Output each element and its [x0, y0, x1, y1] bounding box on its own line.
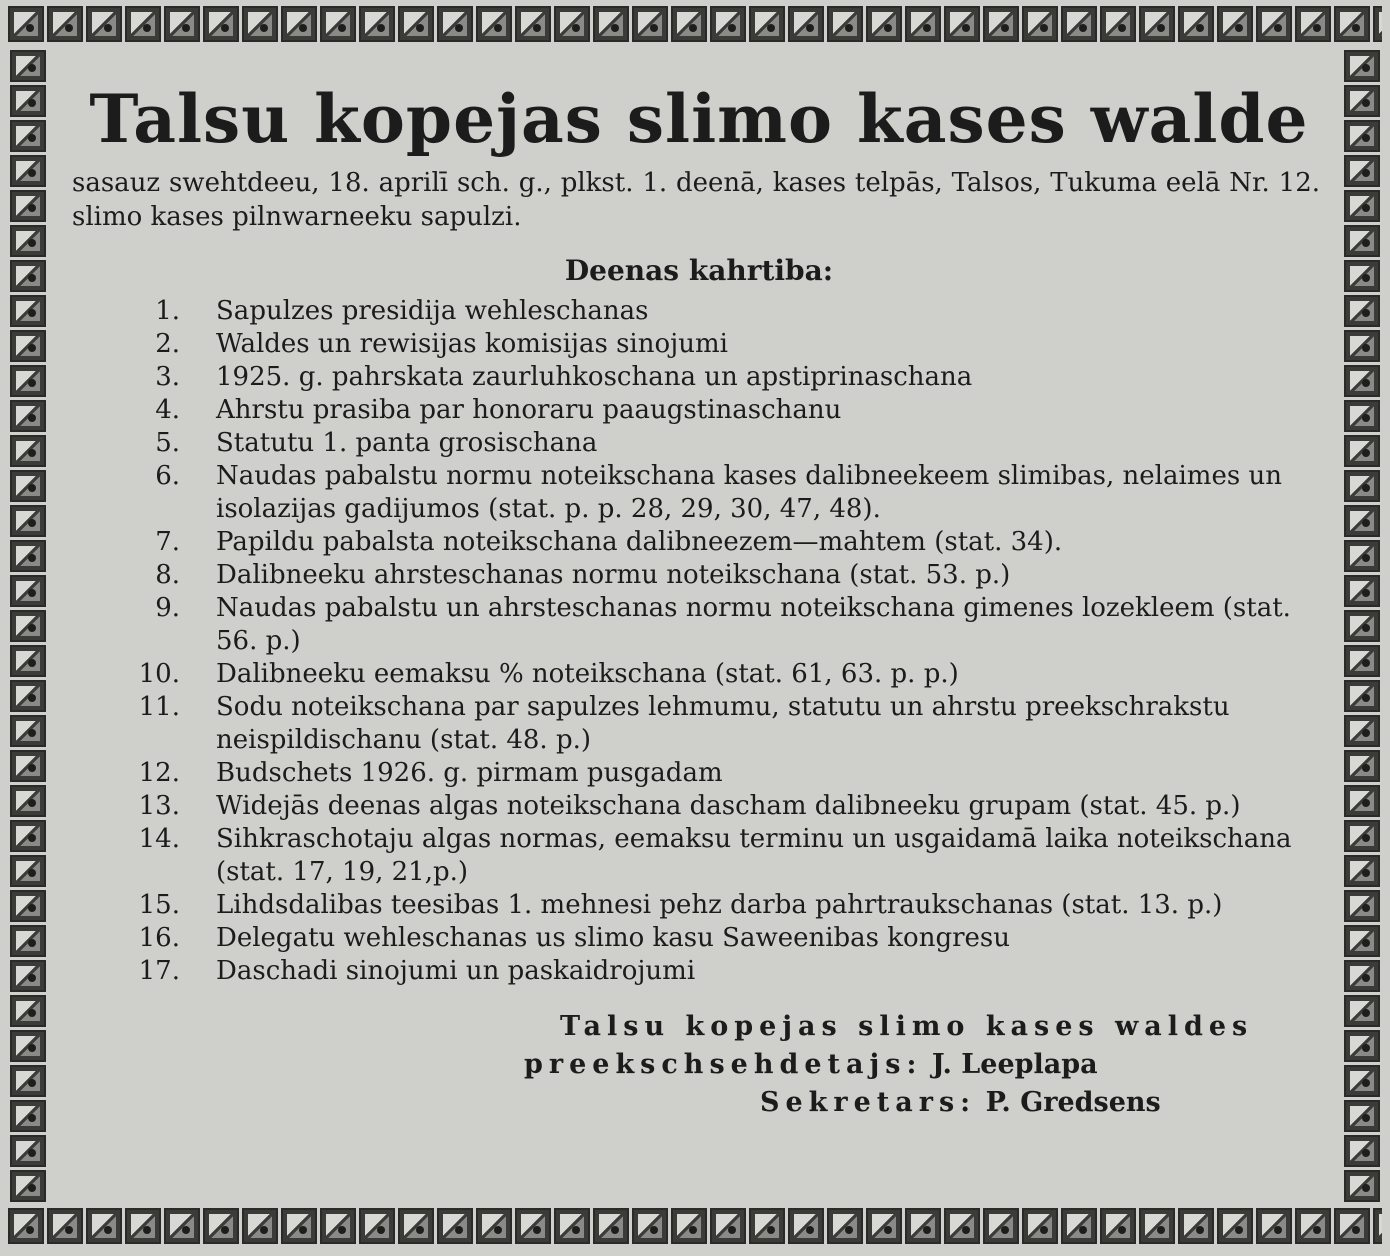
ornament-tile — [164, 6, 200, 42]
ornament-tile — [437, 6, 473, 42]
ornament-tile — [1344, 925, 1380, 957]
ornament-tile — [10, 1135, 46, 1167]
agenda-item-text: Statutu 1. panta grosischana — [216, 427, 598, 458]
agenda-item — [70, 361, 1328, 394]
agenda-item-number: 9. — [155, 592, 180, 623]
agenda-item-text: Widejās deenas algas noteikschana dascham dalibneeku grupam (stat. 45. p.) — [216, 790, 1241, 821]
agenda-item — [70, 526, 1328, 559]
ornament-tile — [10, 50, 46, 82]
ornament-tile — [10, 925, 46, 957]
agenda-item — [70, 691, 1328, 757]
decorative-border-left — [10, 50, 46, 1204]
ornament-tile — [10, 365, 46, 397]
ornament-tile — [437, 1208, 473, 1244]
ornament-tile — [1344, 1135, 1380, 1167]
ornament-tile — [1295, 6, 1331, 42]
ornament-tile — [242, 6, 278, 42]
ornament-tile — [710, 6, 746, 42]
ornament-tile — [10, 435, 46, 467]
ornament-tile — [320, 1208, 356, 1244]
ornament-tile — [10, 225, 46, 257]
agenda-item-text: Waldes un rewisijas komisijas sinojumi — [216, 328, 728, 359]
agenda-item — [70, 790, 1328, 823]
ornament-tile — [8, 6, 44, 42]
agenda-item-text: Dalibneeku ahrsteschanas normu noteikschana (stat. 53. p.) — [216, 559, 1011, 590]
ornament-tile — [1344, 120, 1380, 152]
ornament-tile — [788, 6, 824, 42]
ornament-tile — [398, 6, 434, 42]
ornament-tile — [1256, 1208, 1292, 1244]
agenda-item-number: 16. — [138, 922, 180, 953]
agenda-item-number: 3. — [155, 361, 180, 392]
agenda-item — [70, 592, 1328, 658]
agenda-item-text: Naudas pabalstu normu noteikschana kases dalibneekeem slimibas, nelaimes un isolazijas gadijumos (stat. p. p. 28, 29, 30, 47, 48). — [216, 460, 1282, 524]
ornament-tile — [47, 6, 83, 42]
ornament-tile — [10, 505, 46, 537]
ornament-tile — [8, 1208, 44, 1244]
ornament-tile — [1178, 6, 1214, 42]
ornament-tile — [1344, 155, 1380, 187]
ornament-tile — [788, 1208, 824, 1244]
ornament-tile — [359, 6, 395, 42]
agenda-item-text: 1925. g. pahrskata zaurluhkoschana un apstiprinaschana — [216, 361, 973, 392]
ornament-tile — [10, 330, 46, 362]
ornament-tile — [983, 6, 1019, 42]
ornament-tile — [476, 6, 512, 42]
ornament-tile — [281, 1208, 317, 1244]
agenda-item — [70, 757, 1328, 790]
ornament-tile — [1344, 435, 1380, 467]
agenda-item-text: Delegatu wehleschanas us slimo kasu Saweenibas kongresu — [216, 922, 1010, 953]
ornament-tile — [1344, 85, 1380, 117]
agenda-item-number: 6. — [155, 460, 180, 491]
agenda-item-number: 10. — [138, 658, 180, 689]
ornament-tile — [1344, 1170, 1380, 1202]
ornament-tile — [10, 190, 46, 222]
ornament-tile — [1344, 470, 1380, 502]
ornament-tile — [1344, 995, 1380, 1027]
ornament-tile — [10, 680, 46, 712]
notice-intro: sasauz swehtdeeu, 18. aprilī sch. g., plkst. 1. deenā, kases telpās, Talsos, Tukuma eelā Nr. 12. slimo kases pilnwarneeku sapulzi. — [72, 167, 1320, 232]
chair-name: J. Leeplapa — [931, 1048, 1098, 1080]
ornament-tile — [47, 1208, 83, 1244]
ornament-tile — [10, 750, 46, 782]
ornament-tile — [593, 1208, 629, 1244]
ornament-tile — [281, 6, 317, 42]
agenda-item — [70, 559, 1328, 592]
ornament-tile — [1344, 960, 1380, 992]
ornament-tile — [1344, 715, 1380, 747]
ornament-tile — [1178, 1208, 1214, 1244]
ornament-tile — [359, 1208, 395, 1244]
ornament-tile — [10, 960, 46, 992]
agenda-item-text: Ahrstu prasiba par honoraru paaugstinaschanu — [216, 394, 842, 425]
ornament-tile — [827, 6, 863, 42]
agenda-item-number: 13. — [138, 790, 180, 821]
ornament-tile — [866, 1208, 902, 1244]
ornament-tile — [749, 6, 785, 42]
ornament-tile — [1100, 1208, 1136, 1244]
ornament-tile — [10, 575, 46, 607]
ornament-tile — [10, 400, 46, 432]
agenda-item-text: Sihkraschotaju algas normas, eemaksu terminu un usgaidamā laika noteikschana (stat. 17, 19, 21,p.) — [216, 823, 1292, 887]
ornament-tile — [710, 1208, 746, 1244]
ornament-tile — [1139, 6, 1175, 42]
ornament-tile — [1334, 1208, 1370, 1244]
ornament-tile — [10, 855, 46, 887]
agenda-item — [70, 295, 1328, 328]
ornament-tile — [905, 1208, 941, 1244]
agenda-item — [70, 922, 1328, 955]
ornament-tile — [10, 1100, 46, 1132]
ornament-tile — [1344, 820, 1380, 852]
ornament-tile — [1217, 6, 1253, 42]
ornament-tile — [86, 1208, 122, 1244]
ornament-tile — [866, 6, 902, 42]
agenda-item-number: 7. — [155, 526, 180, 557]
ornament-tile — [1344, 540, 1380, 572]
ornament-tile — [1344, 680, 1380, 712]
ornament-tile — [1344, 750, 1380, 782]
agenda-item-text: Dalibneeku eemaksu % noteikschana (stat. 61, 63. p. p.) — [216, 658, 959, 689]
ornament-tile — [10, 295, 46, 327]
decorative-border-right — [1344, 50, 1380, 1204]
ornament-tile — [944, 1208, 980, 1244]
ornament-tile — [1344, 785, 1380, 817]
agenda-item-number: 17. — [138, 955, 180, 986]
secretary-label: Sekretars: — [760, 1086, 977, 1118]
ornament-tile — [554, 6, 590, 42]
ornament-tile — [1344, 645, 1380, 677]
ornament-tile — [749, 1208, 785, 1244]
ornament-tile — [10, 1170, 46, 1202]
agenda-item-number: 4. — [155, 394, 180, 425]
ornament-tile — [10, 785, 46, 817]
agenda-item — [70, 427, 1328, 460]
ornament-tile — [476, 1208, 512, 1244]
signature-chair — [524, 1046, 1328, 1084]
ornament-tile — [593, 6, 629, 42]
signature-secretary — [760, 1084, 1328, 1122]
ornament-tile — [1344, 890, 1380, 922]
ornament-tile — [1344, 295, 1380, 327]
ornament-tile — [125, 6, 161, 42]
ornament-tile — [671, 6, 707, 42]
agenda-item — [70, 823, 1328, 889]
ornament-tile — [1344, 400, 1380, 432]
signature-org: Talsu kopejas slimo kases waldes — [560, 1010, 1254, 1042]
decorative-border-top — [8, 6, 1382, 46]
ornament-tile — [1344, 1100, 1380, 1132]
ornament-tile — [10, 645, 46, 677]
agenda-item-number: 1. — [155, 295, 180, 326]
decorative-border-bottom — [8, 1208, 1382, 1248]
agenda-item-number: 11. — [138, 691, 180, 722]
ornament-tile — [1256, 6, 1292, 42]
ornament-tile — [1295, 1208, 1331, 1244]
ornament-tile — [1344, 365, 1380, 397]
ornament-tile — [671, 1208, 707, 1244]
ornament-tile — [1061, 1208, 1097, 1244]
agenda-item-text: Daschadi sinojumi un paskaidrojumi — [216, 955, 696, 986]
ornament-tile — [10, 85, 46, 117]
agenda-heading: Deenas kahrtiba: — [564, 253, 834, 287]
agenda-item-number: 14. — [138, 823, 180, 854]
ornament-tile — [515, 6, 551, 42]
ornament-tile — [827, 1208, 863, 1244]
agenda-item-number: 15. — [138, 889, 180, 920]
ornament-tile — [10, 715, 46, 747]
ornament-tile — [10, 1030, 46, 1062]
ornament-tile — [944, 6, 980, 42]
agenda-item-number: 8. — [155, 559, 180, 590]
ornament-tile — [10, 890, 46, 922]
ornament-tile — [242, 1208, 278, 1244]
ornament-tile — [1217, 1208, 1253, 1244]
ornament-tile — [1344, 855, 1380, 887]
ornament-tile — [164, 1208, 200, 1244]
ornament-tile — [320, 6, 356, 42]
agenda-item-number: 5. — [155, 427, 180, 458]
agenda-item-number: 12. — [138, 757, 180, 788]
ornament-tile — [203, 6, 239, 42]
chair-label: preekschsehdetajs: — [524, 1048, 923, 1080]
ornament-tile — [1344, 610, 1380, 642]
ornament-tile — [10, 610, 46, 642]
ornament-tile — [1373, 1208, 1382, 1244]
ornament-tile — [1344, 1065, 1380, 1097]
agenda-item — [70, 394, 1328, 427]
ornament-tile — [983, 1208, 1019, 1244]
agenda-item-number: 2. — [155, 328, 180, 359]
ornament-tile — [1344, 225, 1380, 257]
agenda-item-text: Sodu noteikschana par sapulzes lehmumu, statutu un ahrstu preekschrakstu neispildischanu (stat. 48. p.) — [216, 691, 1230, 755]
ornament-tile — [1373, 6, 1382, 42]
ornament-tile — [203, 1208, 239, 1244]
agenda-item — [70, 460, 1328, 526]
ornament-tile — [1344, 1030, 1380, 1062]
ornament-tile — [1061, 6, 1097, 42]
ornament-tile — [1334, 6, 1370, 42]
ornament-tile — [1022, 6, 1058, 42]
ornament-tile — [1344, 190, 1380, 222]
notice-title: Talsu kopejas slimo kases walde — [89, 80, 1309, 158]
ornament-tile — [10, 120, 46, 152]
ornament-tile — [1344, 50, 1380, 82]
ornament-tile — [554, 1208, 590, 1244]
agenda-item — [70, 889, 1328, 922]
ornament-tile — [10, 820, 46, 852]
agenda-item — [70, 328, 1328, 361]
ornament-tile — [632, 1208, 668, 1244]
ornament-tile — [10, 1065, 46, 1097]
signature-block — [524, 1008, 1328, 1122]
agenda-item-text: Sapulzes presidija wehleschanas — [216, 295, 649, 326]
agenda-item-text: Papildu pabalsta noteikschana dalibneezem—mahtem (stat. 34). — [216, 526, 1063, 557]
ornament-tile — [10, 470, 46, 502]
ornament-tile — [1100, 6, 1136, 42]
ornament-tile — [10, 260, 46, 292]
agenda-list — [70, 295, 1328, 988]
secretary-name: P. Gredsens — [985, 1086, 1161, 1118]
ornament-tile — [905, 6, 941, 42]
ornament-tile — [10, 155, 46, 187]
ornament-tile — [10, 995, 46, 1027]
agenda-item — [70, 658, 1328, 691]
agenda-item-text: Lihdsdalibas teesibas 1. mehnesi pehz darba pahrtraukschanas (stat. 13. p.) — [216, 889, 1223, 920]
agenda-item-text: Budschets 1926. g. pirmam pusgadam — [216, 757, 723, 788]
ornament-tile — [1344, 505, 1380, 537]
ornament-tile — [632, 6, 668, 42]
ornament-tile — [125, 1208, 161, 1244]
ornament-tile — [86, 6, 122, 42]
ornament-tile — [1139, 1208, 1175, 1244]
ornament-tile — [515, 1208, 551, 1244]
ornament-tile — [1344, 575, 1380, 607]
agenda-item — [70, 955, 1328, 988]
ornament-tile — [1344, 330, 1380, 362]
agenda-item-text: Naudas pabalstu un ahrsteschanas normu noteikschana gimenes lozekleem (stat. 56. p.) — [216, 592, 1291, 656]
ornament-tile — [10, 540, 46, 572]
ornament-tile — [398, 1208, 434, 1244]
notice-content — [70, 60, 1328, 1196]
ornament-tile — [1022, 1208, 1058, 1244]
ornament-tile — [1344, 260, 1380, 292]
